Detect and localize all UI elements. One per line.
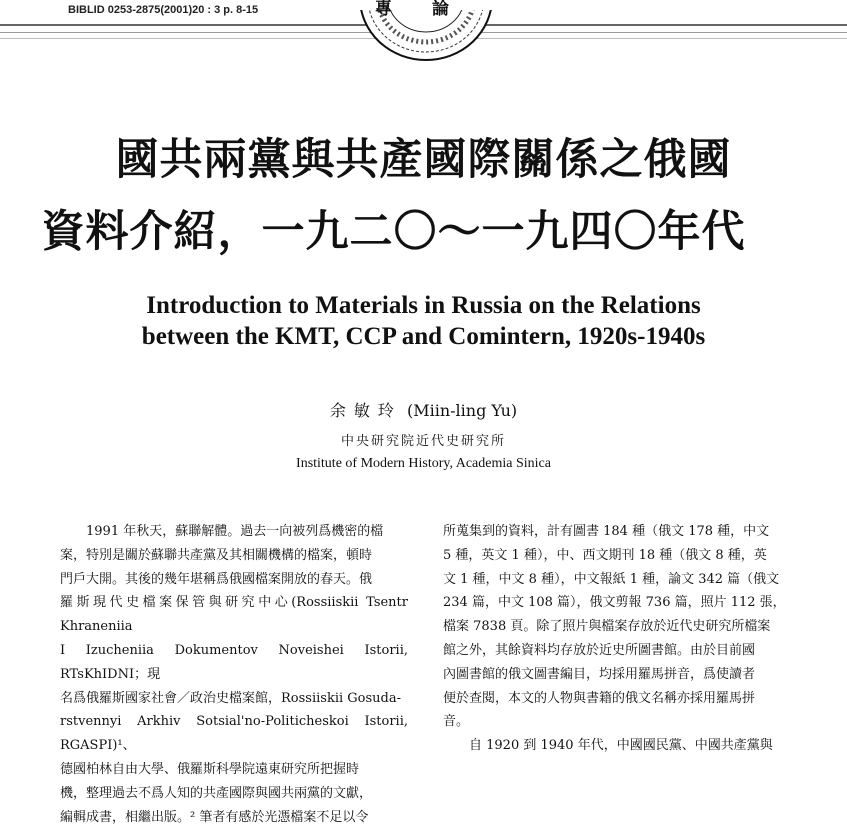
body-line: 所蒐集到的資料，計有圖書 184 種（俄文 178 種，中文 bbox=[443, 524, 770, 539]
body-column-left bbox=[60, 520, 408, 829]
body-line: 案，特別是關於蘇聯共產黨及其相關機構的檔案，頓時 bbox=[60, 547, 373, 563]
section-label: 專論 bbox=[375, 0, 489, 19]
affiliation-chinese: 中央研究院近代史研究所 bbox=[340, 434, 506, 449]
body-line: 1991 年秋天，蘇聯解體。過去一向被列爲機密的檔 bbox=[86, 524, 384, 539]
title-english-line-1: Introduction to Materials in Russia on the Relations bbox=[146, 292, 701, 319]
body-line: 名爲俄羅斯國家社會／政治史檔案館，Rossiiskii Gosuda- bbox=[60, 690, 401, 706]
body-line: 檔案 7838 頁。除了照片與檔案存放於近代史研究所檔案 bbox=[443, 619, 771, 635]
body-line: 234 篇，中文 108 篇），俄文剪報 736 篇，照片 112 張， bbox=[443, 595, 786, 611]
body-line: 內圖書館的俄文圖書編目，均採用羅馬拼音，爲使讀者 bbox=[443, 666, 756, 682]
body-line: 館之外，其餘資料均存放於近史所圖書館。由於目前國 bbox=[443, 642, 756, 658]
title-chinese-line-2: 資料介紹，一九二〇～一九四〇年代 bbox=[41, 207, 746, 257]
body-line: 門戶大開。其後的幾年堪稱爲俄國檔案開放的春天。俄 bbox=[60, 571, 373, 587]
body-line: 自 1920 到 1940 年代，中國國民黨、中國共產黨與 bbox=[469, 738, 773, 754]
body-line: I Izucheniia Dokumentov Noveishei Istorii, RTsKhIDNI；現 bbox=[60, 642, 408, 682]
body-line: 便於查閱，本文的人物與書籍的俄文名稱亦採用羅馬拼 bbox=[443, 690, 756, 706]
body-line: 文 1 種，中文 8 種），中文報紙 1 種，論文 342 篇（俄文 bbox=[443, 571, 780, 587]
body-line: 德國柏林自由大學、俄羅斯科學院遠東研究所把握時 bbox=[60, 761, 360, 777]
title-chinese-line-1: 國共兩黨與共產國際關係之俄國 bbox=[115, 135, 732, 185]
title-english bbox=[0, 290, 847, 352]
author-name-chinese: 余敏玲 bbox=[329, 401, 402, 420]
author-name-english: (Miin-ling Yu) bbox=[406, 401, 518, 420]
body-line: 羅斯現代史檔案保管與研究中心(Rossiiskii Tsentr Khraneniia bbox=[60, 595, 408, 635]
body-line: 機，整理過去不爲人知的共產國際與國共兩黨的文獻， bbox=[60, 785, 373, 801]
body-line: 音。 bbox=[443, 714, 470, 730]
body-line: 編輯成書，相繼出版。² 筆者有感於光憑檔案不足以令 bbox=[60, 809, 369, 825]
title-english-line-2: between the KMT, CCP and Comintern, 1920s-1940s bbox=[141, 323, 706, 350]
body-column-right bbox=[443, 520, 789, 758]
author-line bbox=[0, 398, 847, 421]
body-line: rstvennyi Arkhiv Sotsial'no-Politicheskoi Istorii, RGASPI)¹、 bbox=[60, 714, 408, 754]
biblid-citation: BIBLID 0253-2875(2001)20 : 3 p. 8-15 bbox=[68, 4, 259, 16]
affiliation-english: Institute of Modern History, Academia Sinica bbox=[296, 456, 551, 471]
body-line: 5 種，英文 1 種），中、西文期刊 18 種（俄文 8 種，英 bbox=[443, 547, 767, 563]
